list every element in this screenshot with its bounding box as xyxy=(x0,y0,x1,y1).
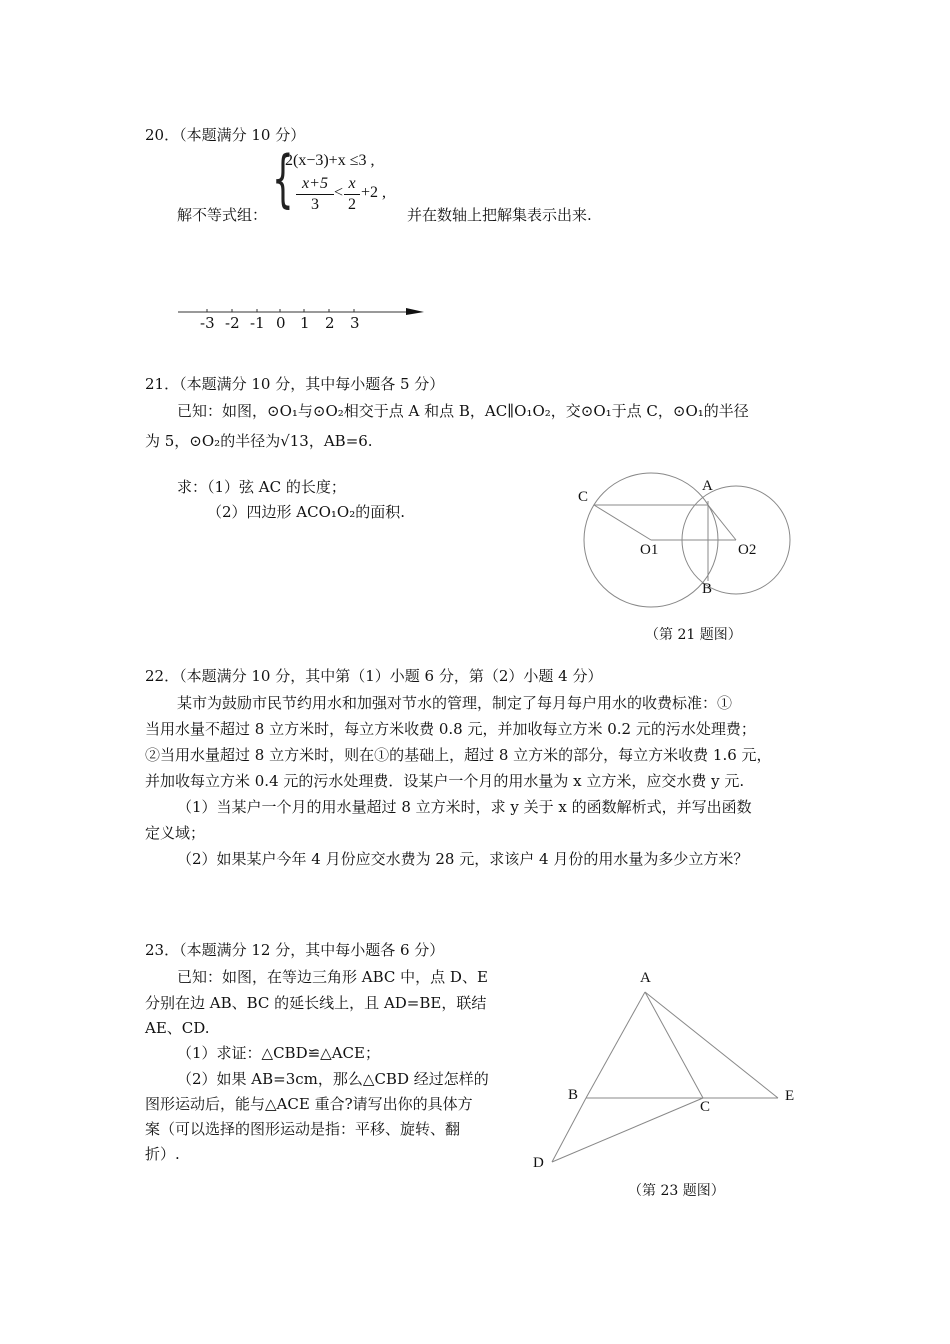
q21-ask-2: （2）四边形 ACO₁O₂的面积. xyxy=(207,503,406,521)
q20-heading: 20．（本题满分 10 分） xyxy=(145,126,306,144)
q21-ask-1: 求：（1）弦 AC 的长度； xyxy=(177,478,346,496)
q23-line: 已知：如图，在等边三角形 ABC 中，点 D、E xyxy=(177,968,488,986)
figure-21-caption: （第 21 题图） xyxy=(645,627,742,643)
q22-line: （2）如果某户今年 4 月份应交水费为 28 元，求该户 4 月份的用水量为多少立方米？ xyxy=(177,850,749,868)
tick-label: 2 xyxy=(325,314,335,332)
tick-label: -3 xyxy=(200,314,215,332)
figure-21 xyxy=(570,465,810,615)
figure-23-caption: （第 23 题图） xyxy=(628,1183,725,1199)
label-d: D xyxy=(533,1155,544,1171)
fraction-x-plus-5-over-3 xyxy=(296,174,334,215)
number-line-arrow-icon xyxy=(406,308,424,315)
q23-line: （1）求证：△CBD≌△ACE； xyxy=(177,1044,380,1062)
segment-ao2 xyxy=(708,505,736,540)
segment-ac xyxy=(645,992,703,1098)
fraction-numerator: x+5 xyxy=(302,175,328,192)
segment-co1 xyxy=(594,505,651,540)
segment-bd xyxy=(552,1098,586,1162)
tick-label: 3 xyxy=(350,314,360,332)
q22-line: 并加收每立方米 0.4 元的污水处理费．设某户一个月的用水量为 x 立方米，应交水费 y 元. xyxy=(145,772,745,790)
label-c: C xyxy=(578,489,589,505)
q23-line: AE、CD. xyxy=(145,1019,210,1037)
tick-label: -1 xyxy=(250,314,265,332)
q22-heading: 22．（本题满分 10 分，其中第（1）小题 6 分，第（2）小题 4 分） xyxy=(145,667,603,685)
label-b: B xyxy=(568,1087,579,1103)
q22-line: ②当用水量超过 8 立方米时，则在①的基础上，超过 8 立方米的部分，每立方米收费 1.6 元， xyxy=(145,746,772,764)
q23-line: 案（可以选择的图形运动是指：平移、旋转、翻 xyxy=(145,1120,461,1138)
q23-heading: 23．（本题满分 12 分，其中每小题各 6 分） xyxy=(145,941,445,959)
q22-line: 某市为鼓励市民节约用水和加强对节水的管理，制定了每月每户用水的收费标准：① xyxy=(177,694,733,712)
label-a: A xyxy=(702,478,713,494)
label-b: B xyxy=(702,581,713,597)
fraction-denominator: 3 xyxy=(311,196,319,213)
q23-line: 分别在边 AB、BC 的延长线上，且 AD=BE，联结 xyxy=(145,994,487,1012)
q22-line: （1）当某户一个月的用水量超过 8 立方米时，求 y 关于 x 的函数解析式，并写出函数 xyxy=(177,798,752,816)
inequality-2-tail: +2 , xyxy=(361,184,387,201)
q21-heading: 21．（本题满分 10 分，其中每小题各 5 分） xyxy=(145,375,445,393)
q20-prefix: 解不等式组： xyxy=(177,206,268,224)
tick-label: -2 xyxy=(225,314,240,332)
q23-line: 折）. xyxy=(145,1145,180,1163)
q23-line: （2）如果 AB=3cm，那么△CBD 经过怎样的 xyxy=(177,1070,489,1088)
q21-line1: 已知：如图，⊙O₁与⊙O₂相交于点 A 和点 B，AC∥O₁O₂，交⊙O₁于点 C，⊙O₁的半径 xyxy=(177,402,749,420)
system-brace: { xyxy=(272,142,294,215)
inequality-1: 2(x−3)+x ≤3 , xyxy=(285,152,375,169)
fraction-denominator: 2 xyxy=(348,196,356,213)
q22-line: 当用水量不超过 8 立方米时，每立方米收费 0.8 元，并加收每立方米 0.2 元的污水处理费； xyxy=(145,720,756,738)
label-o2: O2 xyxy=(738,542,757,558)
label-e: E xyxy=(785,1088,795,1104)
q21-line2: 为 5，⊙O₂的半径为√13，AB=6. xyxy=(145,432,373,450)
fraction-x-over-2 xyxy=(344,174,360,215)
label-c: C xyxy=(700,1099,711,1115)
q23-line: 图形运动后，能与△ACE 重合?请写出你的具体方 xyxy=(145,1095,473,1113)
label-o1: O1 xyxy=(640,542,659,558)
fraction-numerator: x xyxy=(348,175,356,192)
segment-dc xyxy=(552,1098,703,1162)
tick-label: 0 xyxy=(276,314,286,332)
tick-label: 1 xyxy=(300,314,310,332)
segment-ab xyxy=(586,992,645,1098)
figure-23 xyxy=(540,980,800,1170)
less-than-sign: < xyxy=(334,184,344,201)
segment-ae xyxy=(645,992,778,1098)
label-a: A xyxy=(640,970,651,986)
q20-suffix: 并在数轴上把解集表示出来. xyxy=(407,206,592,224)
q22-line: 定义域； xyxy=(145,824,206,842)
